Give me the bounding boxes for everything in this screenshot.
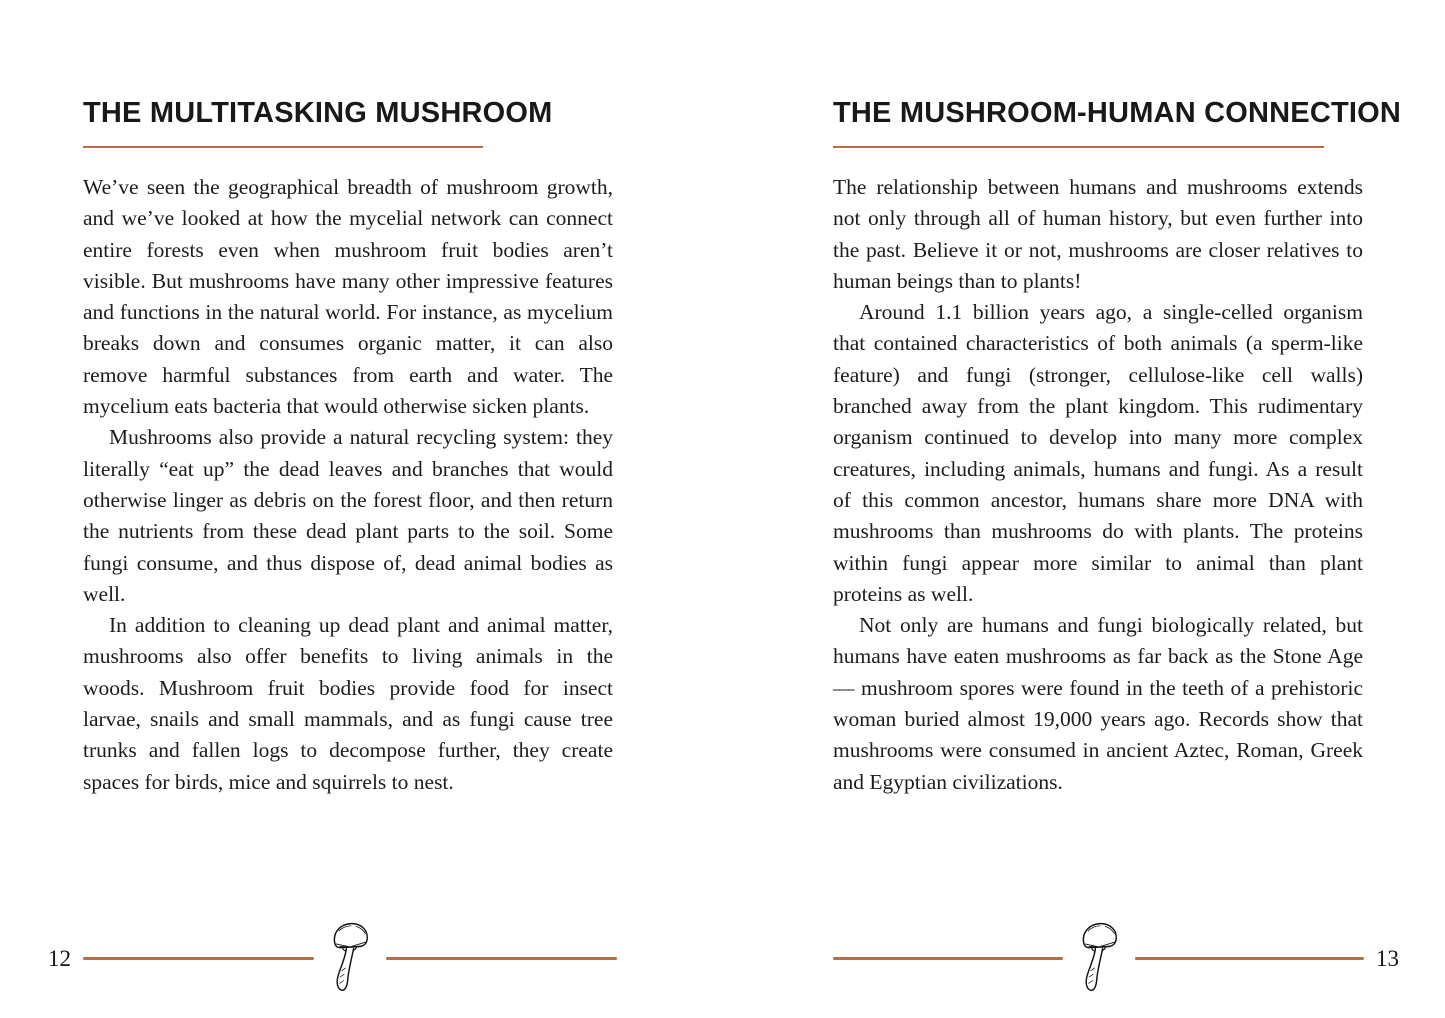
paragraph: Around 1.1 billion years ago, a single-celled organism that contained characteristics of both animals (a sperm-like feature) and fungi (stronger, cellulose-like cell walls) branched away from the plant kingdom. This rudimentary organism continued to develop into many more complex creatures, including animals, humans and fungi. As a result of this common ancestor, humans share more DNA with mushrooms than mushrooms do with plants. The proteins within fungi appear more similar to animal than plant proteins as well.: [833, 300, 1363, 606]
page-left: [83, 0, 613, 1018]
page-number: 13: [1376, 945, 1399, 971]
title-underline: [83, 146, 483, 148]
footer-left: [48, 930, 617, 986]
paragraph: We’ve seen the geographical breadth of mushroom growth, and we’ve looked at how the mycelial network can connect entire forests even when mushroom fruit bodies aren’t visible. But mushrooms have many other impressive features and functions in the natural world. For instance, as mycelium breaks down and consumes organic matter, it can also remove harmful substances from earth and water. The mycelium eats bacteria that would otherwise sicken plants.: [83, 175, 613, 419]
footer-rule: [833, 957, 1063, 960]
page-title: THE MUSHROOM-HUMAN CONNECTION: [833, 97, 1402, 129]
paragraph: In addition to cleaning up dead plant and animal matter, mushrooms also offer benefits to living animals in the woods. Mushroom fruit bodies provide food for insect larvae, snails and small mammals, and as fungi cause tree trunks and fallen logs to decompose further, they create spaces for birds, mice and squirrels to nest.: [83, 613, 613, 794]
mushroom-icon: [1075, 920, 1123, 996]
mushroom-icon: [326, 920, 374, 996]
footer-rule: [1135, 957, 1365, 960]
paragraph: Mushrooms also provide a natural recycling system: they literally “eat up” the dead leaves and branches that would otherwise linger as debris on the forest floor, and then return the nutrients from these dead plant parts to the soil. Some fungi consume, and thus dispose of, dead animal bodies as well.: [83, 425, 613, 606]
body-text: [83, 172, 613, 798]
title-underline: [833, 146, 1324, 148]
page-number: 12: [48, 945, 71, 971]
paragraph: The relationship between humans and mushrooms extends not only through all of human history, but even further into the past. Believe it or not, mushrooms are closer relatives to human beings than to plants!: [833, 175, 1363, 293]
paragraph: Not only are humans and fungi biologically related, but humans have eaten mushrooms as far back as the Stone Age — mushroom spores were found in the teeth of a prehistoric woman buried almost 19,000 years ago. Records show that mushrooms were consumed in ancient Aztec, Roman, Greek and Egyptian civilizations.: [833, 613, 1363, 794]
footer-right: [833, 930, 1399, 986]
footer-rule: [386, 957, 617, 960]
page-title: THE MULTITASKING MUSHROOM: [83, 97, 553, 129]
footer-rule: [83, 957, 314, 960]
body-text: [833, 172, 1363, 798]
